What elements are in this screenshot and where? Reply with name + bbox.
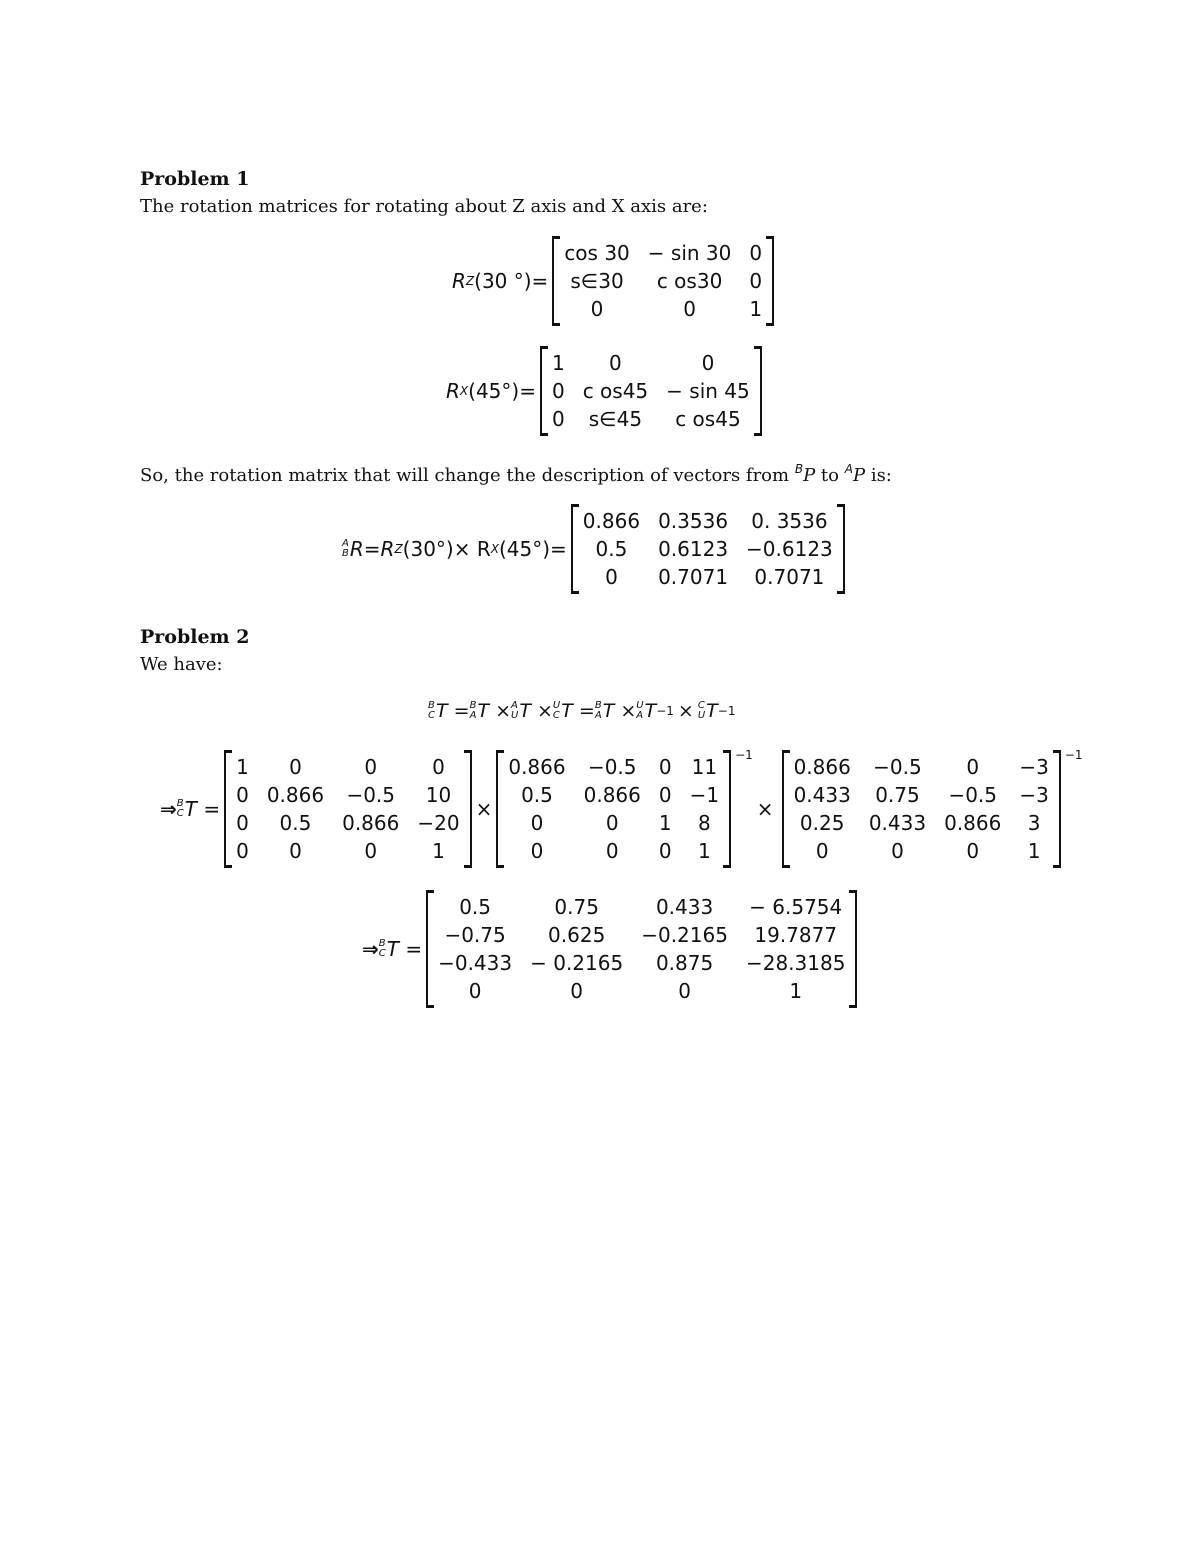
matrix-cell: 0.866 [342, 811, 400, 835]
matrix-cell: 0 [551, 379, 565, 403]
matrix-cell: 0 [432, 755, 445, 779]
matrix-cell: − 6.5754 [749, 895, 843, 919]
matrix-cell: 0.866 [508, 755, 566, 779]
matrix-cell: 0 [551, 407, 565, 431]
matrix-cell: 10 [425, 783, 452, 807]
result-arg: (45°)= [498, 537, 567, 561]
matrix-cell: 0.7071 [754, 565, 825, 589]
times-1: × [475, 797, 493, 821]
prescript-letter: C [428, 710, 435, 721]
matrix-cell: 0.5 [521, 783, 553, 807]
result-mid: (30°)× R [402, 537, 491, 561]
formula-t6: T [644, 700, 657, 722]
prescript-letter: A [469, 710, 477, 721]
formula-t1: T = [435, 700, 470, 722]
matrix-cell: 0.7071 [658, 565, 729, 589]
rz-equation [452, 236, 778, 326]
sentence-part3: is: [870, 465, 892, 486]
matrix-cell: 0.433 [868, 811, 927, 835]
matrix-cell: 0. 3536 [751, 509, 828, 533]
formula-pre-1 [428, 701, 435, 721]
matrix-cell: −1 [689, 783, 720, 807]
rx-equation [446, 346, 766, 436]
rotation-result-equation [342, 504, 849, 594]
product-prescript [177, 799, 184, 819]
matrix-cell: − 0.2165 [530, 951, 624, 975]
prescript-letter: U [636, 700, 644, 711]
matrix-cell: 1 [551, 351, 565, 375]
implies-arrow-2: ⇒ [362, 937, 379, 961]
matrix-cell: 0 [683, 297, 696, 321]
final-tlabel: T = [386, 937, 423, 961]
rz-arg: (30 °)= [474, 269, 549, 293]
rx-arg: (45°)= [468, 379, 536, 403]
matrix-cell: 0 [530, 839, 544, 863]
result-matrix [571, 504, 845, 594]
matrix-cell: 0.866 [793, 755, 851, 779]
matrix-cell: −3 [1019, 783, 1049, 807]
formula-pre-5 [595, 701, 602, 721]
matrix-cell: 19.7877 [754, 923, 838, 947]
result-prescript [342, 539, 349, 559]
formula-pre-6 [636, 701, 643, 721]
matrix-cell: −0.5 [587, 755, 637, 779]
rz-matrix [552, 236, 774, 326]
matrix-cell: − sin 45 [666, 379, 750, 403]
prescript-letter: A [636, 710, 644, 721]
matrix-cell: 0 [891, 839, 904, 863]
matrix-cell: 0 [605, 811, 619, 835]
matrix-cell: 0.433 [793, 783, 851, 807]
matrix-1 [224, 750, 471, 868]
rx-label: R [446, 379, 460, 403]
rotation-sentence [140, 462, 892, 486]
matrix-cell: 1 [749, 297, 763, 321]
matrix-cell: 0 [678, 979, 691, 1003]
matrix-cell: 0.6123 [658, 537, 729, 561]
prescript-letter: U [697, 710, 706, 721]
matrix-cell: 0.433 [655, 895, 714, 919]
formula-t3: T × [519, 700, 553, 722]
matrix-cell: 0 [590, 297, 604, 321]
matrix-cell: 0 [236, 839, 249, 863]
problem-2-intro: We have: [140, 654, 223, 675]
matrix-cell: 0 [658, 839, 672, 863]
rx-matrix [540, 346, 762, 436]
matrix-cell: −20 [417, 811, 460, 835]
matrix-cell: 0.866 [582, 509, 641, 533]
prescript-letter: B [594, 700, 602, 711]
problem-1-heading: Problem 1 [140, 168, 250, 190]
matrix-cell: 0.5 [279, 811, 312, 835]
matrix-cell: 0 [701, 351, 715, 375]
matrix-cell: 0 [749, 269, 763, 293]
times-2: × [756, 797, 774, 821]
matrix-cell: −0.433 [438, 951, 513, 975]
rz-sub: Z [465, 274, 475, 288]
matrix-cell: 0 [570, 979, 584, 1003]
matrix-cell: 0 [815, 839, 829, 863]
matrix-cell: 0 [658, 755, 672, 779]
matrix-cell: 0 [364, 839, 378, 863]
matrix-cell: 1 [1027, 839, 1041, 863]
result-sub-x: X [490, 542, 499, 556]
product-equation [160, 750, 1083, 868]
result-sub-z: Z [394, 542, 403, 556]
matrix-cell: 1 [432, 839, 445, 863]
result-pre-top: A [342, 538, 349, 549]
matrix-cell: 0 [289, 839, 302, 863]
inverse-2: −1 [1064, 748, 1083, 762]
formula-inv-1: −1 [656, 704, 674, 718]
prescript-letter: B [428, 700, 435, 711]
matrix-cell: 0 [966, 755, 980, 779]
matrix-cell: cos 30 [564, 241, 630, 265]
matrix-cell: 0 [364, 755, 378, 779]
matrix-cell: 0 [749, 241, 763, 265]
matrix-cell: −28.3185 [745, 951, 846, 975]
formula-times: × [677, 700, 694, 722]
formula-pre-3 [511, 701, 518, 721]
matrix-cell: 3 [1027, 811, 1041, 835]
matrix-cell: 0.866 [583, 783, 641, 807]
sentence-sup-b: B [794, 462, 804, 476]
formula-pre-2 [470, 701, 477, 721]
matrix-cell: c os45 [582, 379, 649, 403]
matrix-cell: −3 [1019, 755, 1049, 779]
final-pre-bot: C [378, 948, 386, 959]
implies-arrow-1: ⇒ [160, 797, 177, 821]
product-pre-top: B [176, 798, 184, 809]
matrix-cell: −0.5 [948, 783, 998, 807]
problem-2-heading: Problem 2 [140, 626, 250, 648]
matrix-cell: 0.3536 [658, 509, 729, 533]
matrix-cell: 1 [697, 839, 711, 863]
matrix-cell: 0.75 [875, 783, 920, 807]
matrix-cell: −0.5 [346, 783, 396, 807]
prescript-letter: C [697, 700, 705, 711]
matrix-cell: 0 [605, 839, 619, 863]
formula-t4: T = [561, 700, 595, 722]
matrix-cell: s∈45 [588, 407, 643, 431]
matrix-cell: −0.75 [444, 923, 506, 947]
matrix-cell: 0.75 [554, 895, 599, 919]
prescript-letter: C [552, 710, 560, 721]
product-pre-bot: C [176, 808, 184, 819]
matrix-cell: 0 [609, 351, 622, 375]
formula-t5: T × [602, 700, 637, 722]
matrix-cell: 8 [697, 811, 711, 835]
final-prescript [379, 939, 386, 959]
matrix-cell: 11 [691, 755, 718, 779]
prescript-letter: B [469, 700, 477, 711]
final-pre-top: B [378, 938, 386, 949]
formula-pre-4 [553, 701, 560, 721]
prescript-letter: U [511, 710, 519, 721]
formula-t7: T [706, 700, 718, 722]
matrix-cell: 0.625 [548, 923, 606, 947]
sentence-part2: to [820, 465, 839, 486]
sentence-p1: P [803, 465, 816, 486]
formula-inv-2: −1 [717, 704, 736, 718]
matrix-cell: 0 [468, 979, 482, 1003]
matrix-3 [782, 750, 1061, 868]
matrix-cell: 0.5 [595, 537, 628, 561]
matrix-cell: 0.875 [655, 951, 714, 975]
transform-formula [428, 700, 735, 722]
prescript-letter: A [511, 700, 518, 711]
matrix-cell: −0.2165 [641, 923, 728, 947]
matrix-cell: 0.866 [944, 811, 1002, 835]
matrix-cell: −0.5 [873, 755, 922, 779]
matrix-cell: s∈30 [570, 269, 624, 293]
prescript-letter: U [552, 700, 561, 711]
matrix-cell: 0.25 [799, 811, 845, 835]
matrix-cell: 0.866 [266, 783, 325, 807]
matrix-result [426, 890, 857, 1008]
result-lhs: R=R [349, 537, 395, 561]
matrix-cell: 0 [289, 755, 302, 779]
result-pre-bot: B [342, 548, 349, 559]
matrix-cell: 0 [658, 783, 672, 807]
sentence-part1: So, the rotation matrix that will change the description of vectors from [140, 465, 790, 486]
sentence-sup-a: A [844, 462, 853, 476]
matrix-cell: 0 [605, 565, 618, 589]
matrix-cell: 0 [966, 839, 980, 863]
matrix-cell: 0 [530, 811, 544, 835]
sentence-p2: P [852, 465, 866, 486]
rx-sub: X [459, 384, 469, 398]
matrix-cell: 1 [658, 811, 672, 835]
formula-t2: T × [477, 700, 512, 722]
inverse-1: −1 [735, 748, 753, 762]
formula-pre-7 [698, 701, 705, 721]
rz-label: R [452, 269, 466, 293]
matrix-cell: c os45 [675, 407, 741, 431]
matrix-cell: c os30 [656, 269, 723, 293]
matrix-cell: − sin 30 [647, 241, 732, 265]
matrix-cell: 1 [236, 755, 249, 779]
matrix-cell: 0 [236, 783, 249, 807]
final-equation [362, 890, 861, 1008]
matrix-2 [496, 750, 731, 868]
matrix-cell: 1 [789, 979, 803, 1003]
product-tlabel: T = [184, 797, 221, 821]
matrix-cell: 0 [236, 811, 249, 835]
matrix-cell: −0.6123 [746, 537, 833, 561]
problem-1-intro: The rotation matrices for rotating about Z axis and X axis are: [140, 196, 708, 217]
matrix-cell: 0.5 [459, 895, 491, 919]
prescript-letter: A [594, 710, 602, 721]
